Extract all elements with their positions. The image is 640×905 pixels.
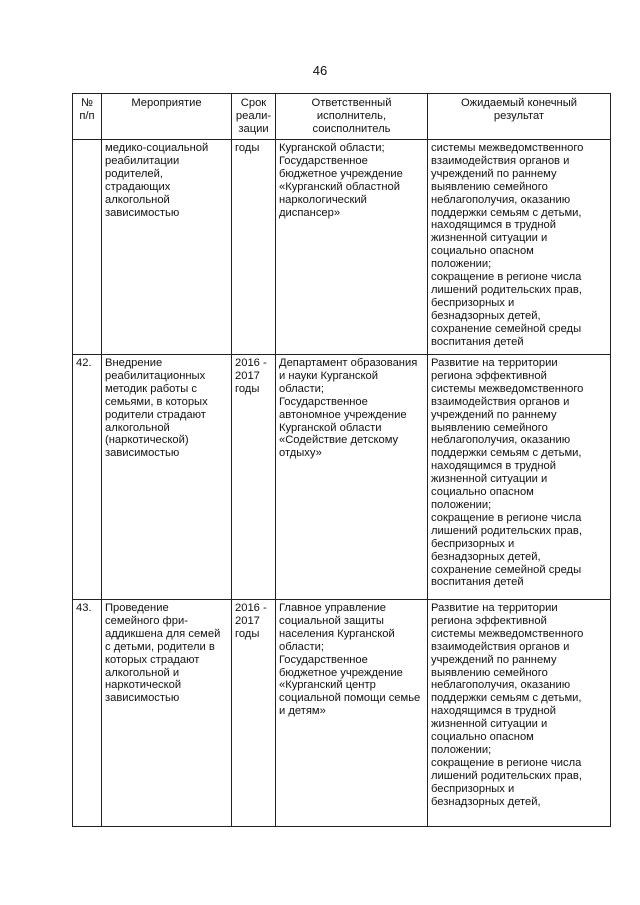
cell-line: региона эффективной: [431, 614, 547, 627]
measures-table: [72, 93, 611, 827]
row-executor: [276, 600, 428, 827]
row-executor: [276, 355, 428, 600]
table-row: [73, 600, 611, 827]
row-number: [73, 140, 102, 355]
cell-line: Ответственный: [311, 97, 392, 109]
cell-line: выявлению семейного: [431, 180, 548, 193]
cell-line: сокращение в регионе числа: [431, 271, 582, 284]
cell-line: системы межведомственного: [431, 382, 584, 395]
row-result: [428, 140, 611, 355]
cell-line: неблагополучия, оказанию: [431, 193, 571, 206]
cell-line: учреждений по раннему: [431, 408, 557, 421]
cell-line: Ожидаемый конечный: [460, 97, 578, 109]
cell-line: социально опасном: [431, 245, 534, 258]
cell-line: беспризорных и: [431, 782, 515, 795]
cell-line: зависимостью: [105, 206, 180, 219]
header-result: [428, 94, 611, 140]
cell-line: находящимся в трудной: [431, 460, 557, 473]
cell-line: взаимодействия органов и: [431, 395, 570, 408]
cell-line: 2017: [235, 614, 260, 627]
table-header-row: [73, 94, 611, 140]
cell-line: и науки Курганской: [279, 369, 379, 382]
cell-line: находящимся в трудной: [431, 219, 557, 232]
cell-line: годы: [235, 627, 260, 640]
row-number: [73, 600, 102, 827]
cell-line: наркотической: [105, 679, 182, 692]
cell-line: №: [80, 97, 93, 109]
row-event: [102, 600, 232, 827]
cell-line: «Курганский областной: [279, 180, 401, 193]
header-executor: [276, 94, 428, 140]
cell-line: 42.: [76, 357, 92, 369]
cell-line: безнадзорных детей,: [431, 795, 541, 808]
cell-line: зависимостью: [105, 692, 180, 705]
cell-line: находящимся в трудной: [431, 705, 557, 718]
cell-line: методик работы с: [105, 382, 197, 395]
cell-line: лишений родительских прав,: [431, 283, 582, 296]
cell-line: годы: [235, 382, 260, 395]
cell-line: сохранение семейной среды: [431, 563, 582, 576]
cell-line: с детьми, родители в: [105, 640, 215, 653]
cell-line: Срок: [240, 97, 267, 109]
cell-line: поддержки семьям с детьми,: [431, 692, 582, 705]
row-event: [102, 355, 232, 600]
cell-line: Государственное: [279, 154, 368, 167]
cell-line: жизненной ситуации и: [431, 232, 548, 245]
cell-line: Мероприятие: [131, 97, 202, 109]
row-result: [428, 355, 611, 600]
cell-line: положении;: [431, 498, 492, 511]
cell-line: отдыху»: [279, 447, 322, 460]
cell-line: учреждений по раннему: [431, 167, 557, 180]
cell-line: безнадзорных детей,: [431, 309, 541, 322]
cell-line: Главное управление: [279, 602, 387, 614]
cell-line: социально опасном: [431, 731, 534, 744]
cell-line: Развитие на территории: [431, 602, 558, 614]
cell-line: взаимодействия органов и: [431, 154, 570, 167]
cell-line: реабилитации: [105, 154, 180, 167]
cell-line: 43.: [76, 602, 92, 614]
cell-line: Курганской области: [279, 421, 382, 434]
cell-line: «Содействие детскому: [279, 434, 399, 447]
cell-line: области;: [279, 640, 324, 653]
cell-line: реабилитационных: [105, 369, 206, 382]
cell-line: реали-: [235, 109, 272, 122]
cell-line: которых страдают: [105, 653, 200, 666]
cell-line: алкогольной: [105, 193, 170, 206]
header-num: [73, 94, 102, 140]
cell-line: беспризорных и: [431, 296, 515, 309]
cell-line: результат: [493, 109, 545, 122]
row-period: [232, 140, 276, 355]
cell-line: родители страдают: [105, 408, 206, 421]
row-number: [73, 355, 102, 600]
row-event: [102, 140, 232, 355]
cell-line: диспансер»: [279, 206, 341, 219]
cell-line: лишений родительских прав,: [431, 524, 582, 537]
cell-line: и детям»: [279, 705, 326, 718]
cell-line: выявлению семейного: [431, 666, 548, 679]
cell-line: автономное учреждение: [279, 408, 407, 421]
cell-line: выявлению семейного: [431, 421, 548, 434]
cell-line: Курганской области;: [279, 142, 385, 154]
cell-line: социальной помощи семье: [279, 692, 421, 705]
cell-line: беспризорных и: [431, 537, 515, 550]
cell-line: системы межведомственного: [431, 142, 584, 154]
row-period: [232, 600, 276, 827]
cell-line: [76, 142, 98, 155]
row-executor: [276, 140, 428, 355]
cell-line: бюджетное учреждение: [279, 167, 403, 180]
cell-line: 2016 -: [235, 357, 267, 369]
cell-line: зависимостью: [105, 447, 180, 460]
cell-line: сокращение в регионе числа: [431, 511, 582, 524]
cell-line: социальной защиты: [279, 614, 384, 627]
cell-line: семьями, в которых: [105, 395, 208, 408]
cell-line: социально опасном: [431, 486, 534, 499]
cell-line: населения Курганской: [279, 627, 395, 640]
cell-line: Проведение: [105, 602, 169, 614]
page-number: 46: [312, 63, 328, 78]
cell-line: Государственное: [279, 395, 368, 408]
cell-line: родителей,: [105, 167, 163, 180]
cell-line: Развитие на территории: [431, 357, 558, 369]
cell-line: поддержки семьям с детьми,: [431, 447, 582, 460]
header-event: [102, 94, 232, 140]
cell-line: алкогольной и: [105, 666, 180, 679]
cell-line: системы межведомственного: [431, 627, 584, 640]
cell-line: жизненной ситуации и: [431, 473, 548, 486]
cell-line: безнадзорных детей,: [431, 550, 541, 563]
cell-line: лишений родительских прав,: [431, 769, 582, 782]
cell-line: аддикшена для семей: [105, 627, 221, 640]
cell-line: неблагополучия, оказанию: [431, 679, 571, 692]
cell-line: жизненной ситуации и: [431, 718, 548, 731]
cell-line: неблагополучия, оказанию: [431, 434, 571, 447]
cell-line: алкогольной: [105, 421, 170, 434]
cell-line: семейного фри-: [105, 614, 188, 627]
cell-line: области;: [279, 382, 324, 395]
cell-line: годы: [235, 142, 260, 154]
cell-line: Внедрение: [105, 357, 163, 369]
row-result: [428, 600, 611, 827]
cell-line: воспитания детей: [431, 576, 524, 589]
cell-line: положении;: [431, 258, 492, 271]
table-row: [73, 140, 611, 355]
cell-line: медико-социальной: [105, 142, 209, 154]
header-period: [232, 94, 276, 140]
cell-line: воспитания детей: [431, 335, 524, 348]
cell-line: исполнитель,: [316, 109, 387, 122]
cell-line: 2016 -: [235, 602, 267, 614]
cell-line: Департамент образования: [279, 357, 418, 369]
cell-line: наркологический: [279, 193, 367, 206]
cell-line: соисполнитель: [312, 122, 391, 135]
cell-line: зации: [238, 122, 269, 135]
cell-line: 2017: [235, 369, 260, 382]
cell-line: Государственное: [279, 653, 368, 666]
row-period: [232, 355, 276, 600]
table-row: [73, 355, 611, 600]
cell-line: положении;: [431, 743, 492, 756]
cell-line: «Курганский центр: [279, 679, 376, 692]
cell-line: сохранение семейной среды: [431, 322, 582, 335]
cell-line: бюджетное учреждение: [279, 666, 403, 679]
cell-line: сокращение в регионе числа: [431, 756, 582, 769]
cell-line: страдающих: [105, 180, 171, 193]
cell-line: (наркотической): [105, 434, 189, 447]
cell-line: взаимодействия органов и: [431, 640, 570, 653]
cell-line: п/п: [79, 109, 95, 122]
cell-line: поддержки семьям с детьми,: [431, 206, 582, 219]
cell-line: учреждений по раннему: [431, 653, 557, 666]
cell-line: региона эффективной: [431, 369, 547, 382]
